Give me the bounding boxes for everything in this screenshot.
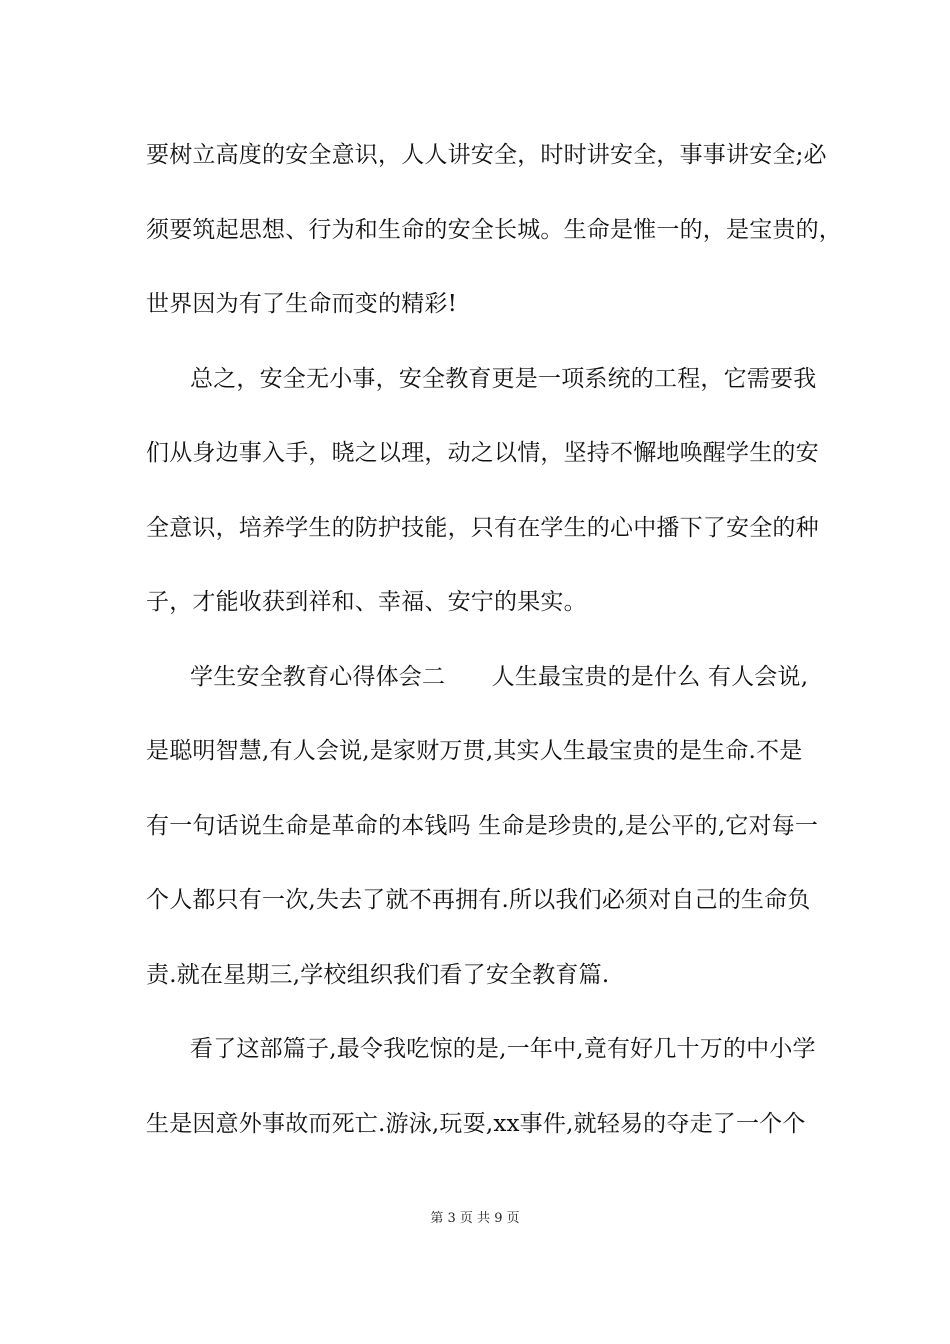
text-line: 要树立高度的安全意识，人人讲安全，时时讲安全，事事讲安全;必 (146, 142, 827, 168)
page-number-footer: 第 3 页 共 9 页 (430, 1211, 520, 1226)
text-line: 须要筑起思想、行为和生命的安全长城。生命是惟一的，是宝贵的， (146, 217, 842, 243)
text-line: 个人都只有一次,失去了就不再拥有.所以我们必须对自己的生命负 (146, 887, 811, 913)
text-line: 子，才能收获到祥和、幸福、安宁的果实。 (146, 589, 587, 615)
text-line: 责.就在星期三,学校组织我们看了安全教育篇. (146, 962, 610, 988)
text-line: 全意识，培养学生的防护技能，只有在学生的心中播下了安全的种 (146, 515, 819, 541)
paragraph-start-line: 看了这部篇子,最令我吃惊的是,一年中,竟有好几十万的中小学 (190, 1036, 816, 1062)
text-line: 们从身边事入手，晓之以理，动之以情，坚持不懈地唤醒学生的安 (146, 440, 819, 466)
text-line: 世界因为有了生命而变的精彩! (146, 291, 458, 317)
text-line: 有一句话说生命是革命的本钱吗 生命是珍贵的,是公平的,它对每一 (146, 813, 819, 839)
paragraph-start-line: 总之，安全无小事，安全教育更是一项系统的工程，它需要我 (190, 366, 817, 392)
text-line: 是聪明智慧,有人会说,是家财万贯,其实人生最宝贵的是生命.不是 (146, 738, 803, 764)
text-line: 生是因意外事故而死亡.游泳,玩耍,xx事件,就轻易的夺走了一个个 (146, 1111, 806, 1137)
paragraph-start-line: 学生安全教育心得体会二 人生最宝贵的是什么 有人会说, (190, 664, 809, 690)
